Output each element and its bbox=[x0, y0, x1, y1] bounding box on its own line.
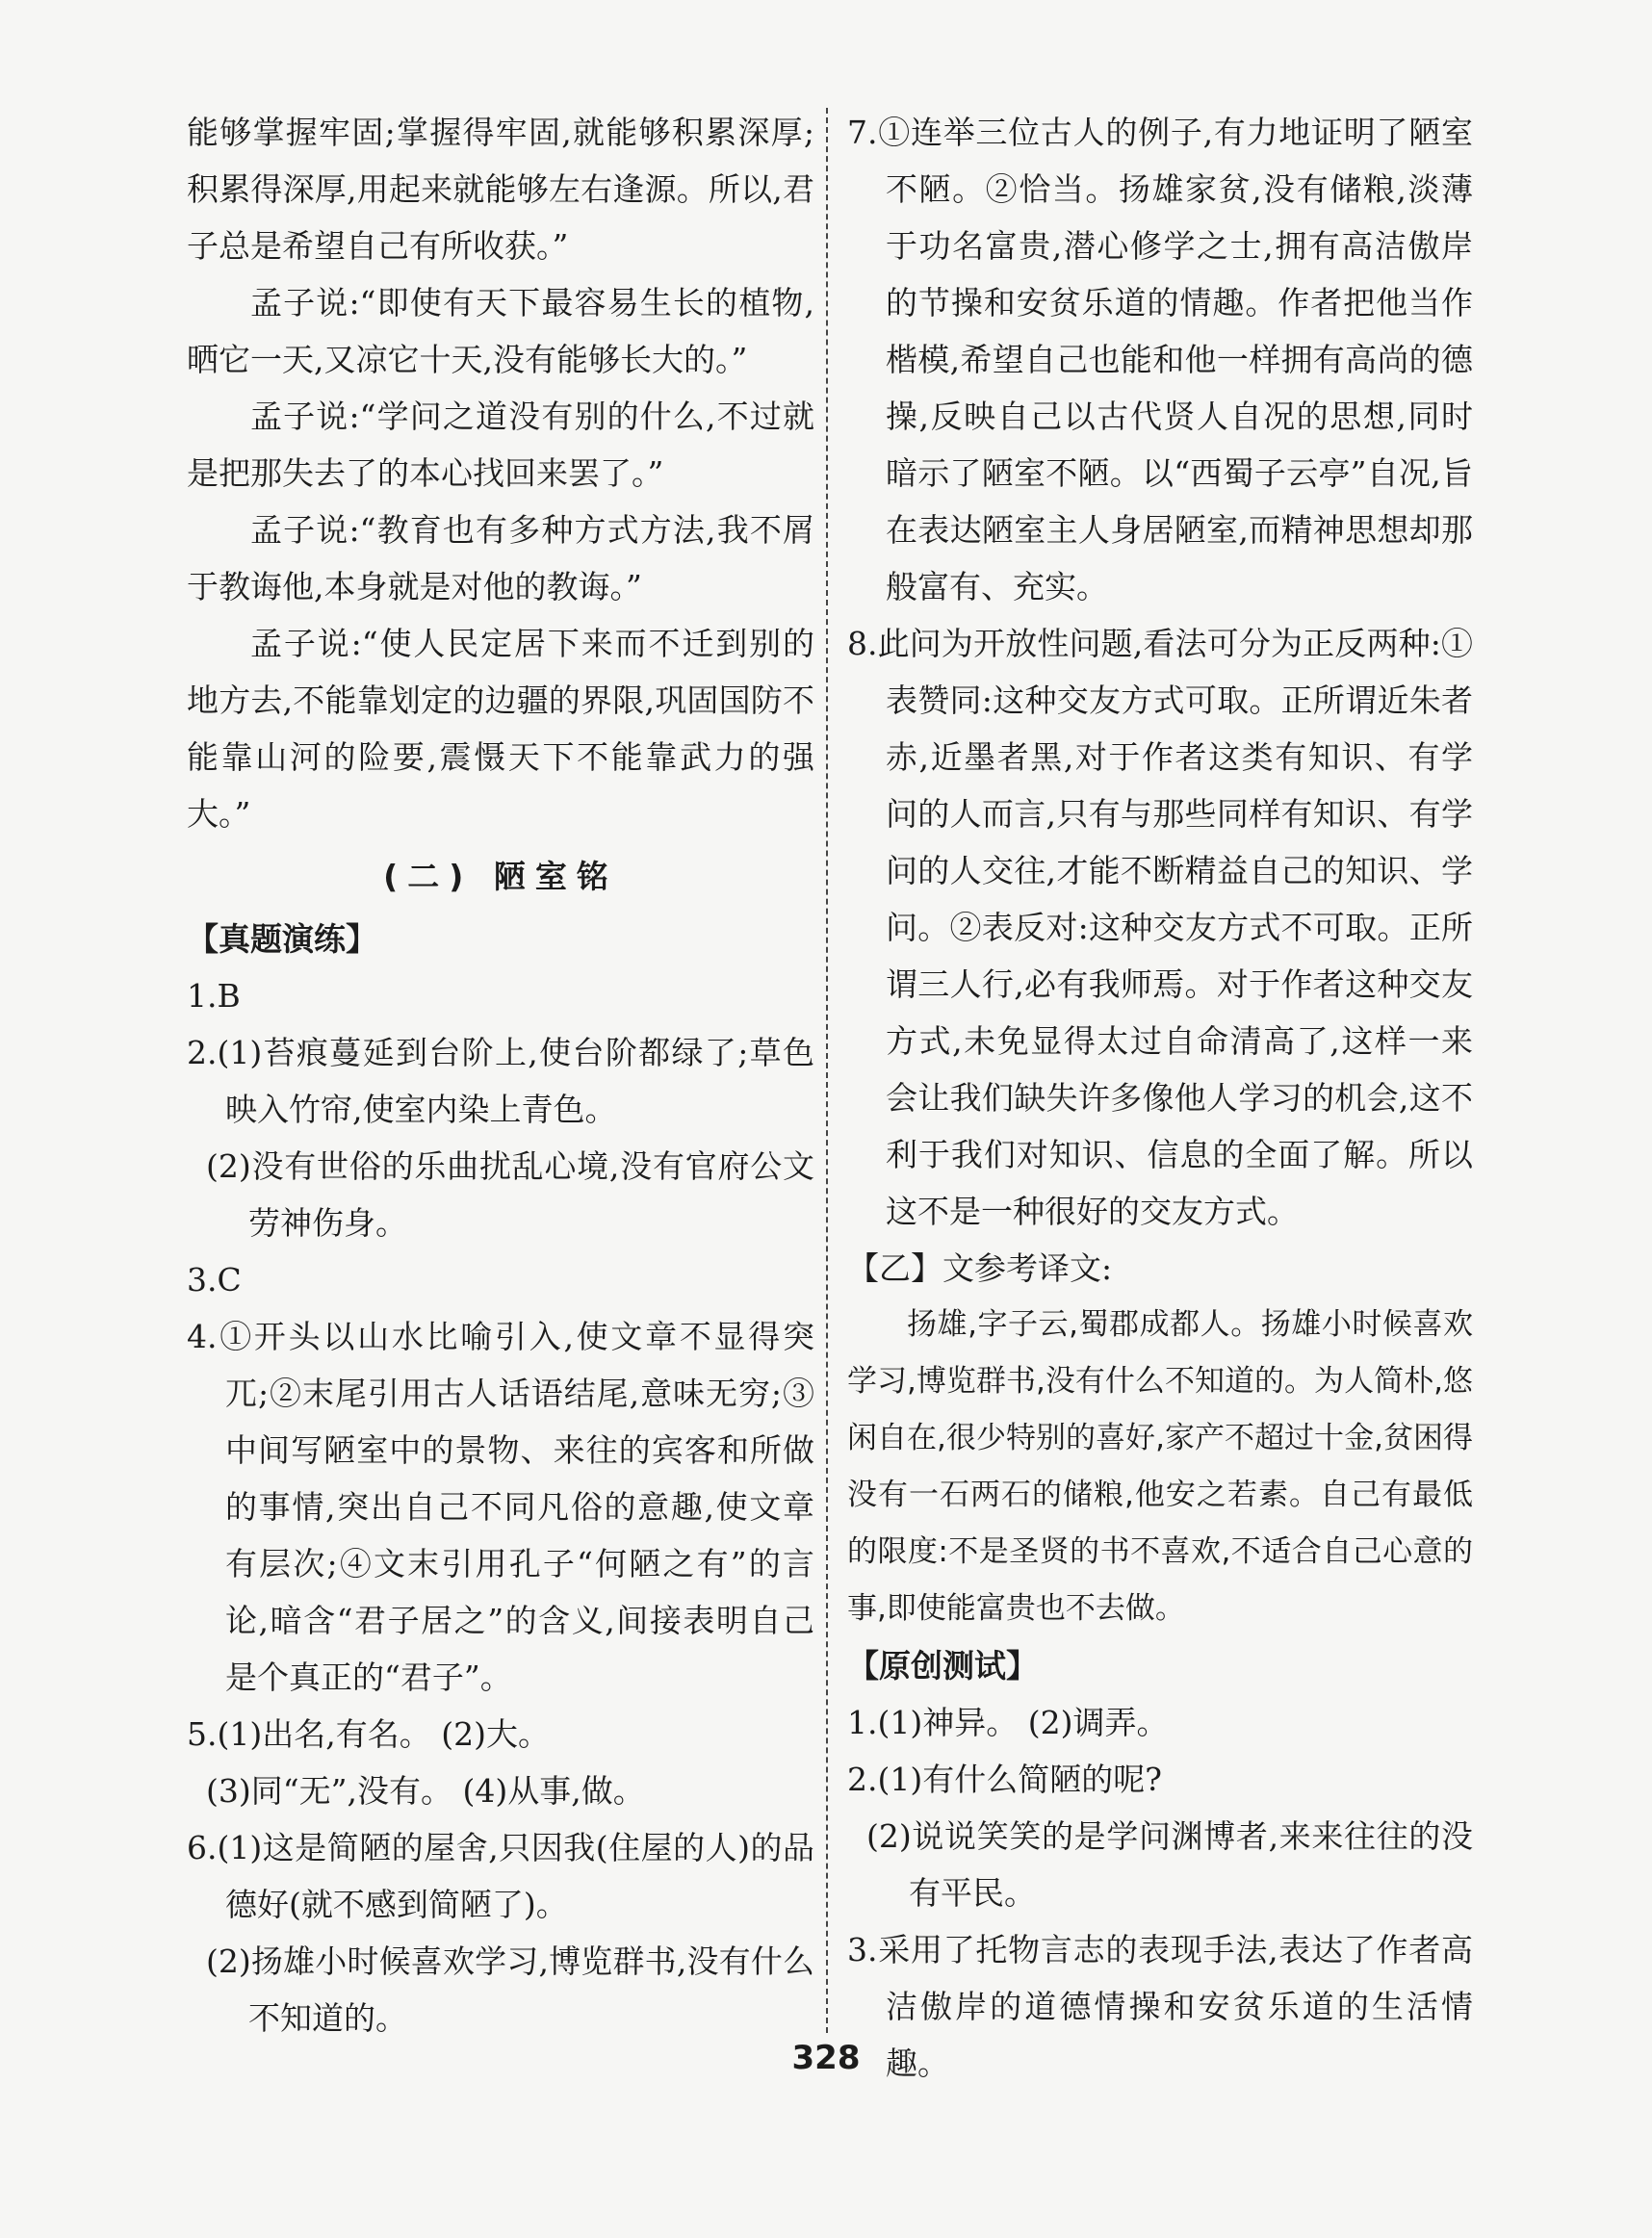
test-answer-1: 1.(1)神异。 (2)调弄。 bbox=[847, 1704, 1169, 1741]
mencius-para-4: 孟子说:“教育也有多种方式方法,我不屑于教诲他,本身就是对他的教诲。” bbox=[187, 511, 814, 605]
zhenti-heading: 【真题演练】 bbox=[187, 920, 377, 958]
test-answer-3: 3.采用了托物言志的表现手法,表达了作者高洁傲岸的道德情操和安贫乐道的生活情趣。 bbox=[847, 1931, 1473, 2082]
test-answer-2-1: 2.(1)有什么简陋的呢? bbox=[847, 1761, 1162, 1798]
left-column bbox=[187, 104, 814, 2046]
answer-2-1: 2.(1)苔痕蔓延到台阶上,使台阶都绿了;草色映入竹帘,使室内染上青色。 bbox=[187, 1034, 814, 1128]
mencius-para-1: 能够掌握牢固;掌握得牢固,就能够积累深厚;积累得深厚,用起来就能够左右逢源。所以,君子总是希望自己有所收获。” bbox=[187, 114, 814, 265]
answer-7: 7.①连举三位古人的例子,有力地证明了陋室不陋。②恰当。扬雄家贫,没有储粮,淡薄于功名富贵,潜心修学之士,拥有高洁傲岸的节操和安贫乐道的情趣。作者把他当作楷模,希望自己也能和他一样拥有高尚的德操,反映自己以古代贤人自况的思想,同时暗示了陋室不陋。以“西蜀子云亭”自况,旨在表达陋室主人身居陋室,而精神思想却那般富有、充实。 bbox=[847, 114, 1473, 605]
answer-3: 3.C bbox=[187, 1261, 242, 1299]
answer-5-line-1: 5.(1)出名,有名。 (2)大。 bbox=[187, 1715, 550, 1753]
test-answer-2-2: (2)说说笑笑的是学问渊博者,来来往往的没有平民。 bbox=[866, 1817, 1473, 1912]
answer-6-2: (2)扬雄小时候喜欢学习,博览群书,没有什么不知道的。 bbox=[206, 1942, 814, 2037]
answer-8: 8.此问为开放性问题,看法可分为正反两种:①表赞同:这种交友方式可取。正所谓近朱者赤,近墨者黑,对于作者这类有知识、有学问的人而言,只有与那些同样有知识、有学问的人交往,才能不断精益自己的知识、学问。②表反对:这种交友方式不可取。正所谓三人行,必有我师焉。对于作者这种交友方式,未免显得太过自命清高了,这样一来会让我们缺失许多像他人学习的机会,这不利于我们对知识、信息的全面了解。所以这不是一种很好的交友方式。 bbox=[847, 625, 1473, 1230]
yi-translation-heading: 【乙】文参考译文: bbox=[847, 1249, 1113, 1287]
yi-translation-text: 扬雄,字子云,蜀郡成都人。扬雄小时候喜欢学习,博览群书,没有什么不知道的。为人简朴,悠闲自在,很少特别的喜好,家产不超过十金,贫困得没有一石两石的储粮,他安之若素。自己有最低的限度:不是圣贤的书不喜欢,不适合自己心意的事,即使能富贵也不去做。 bbox=[847, 1307, 1473, 1626]
yuanchuang-heading: 【原创测试】 bbox=[847, 1647, 1038, 1685]
answer-5-line-2: (3)同“无”,没有。 (4)从事,做。 bbox=[206, 1772, 645, 1810]
column-divider bbox=[826, 108, 828, 2033]
answer-2-2: (2)没有世俗的乐曲扰乱心境,没有官府公文劳神伤身。 bbox=[206, 1147, 814, 1242]
right-column bbox=[847, 104, 1473, 2092]
mencius-para-5: 孟子说:“使人民定居下来而不迁到别的地方去,不能靠划定的边疆的界限,巩固国防不能靠山河的险要,震慑天下不能靠武力的强大。” bbox=[187, 625, 814, 833]
answer-4: 4.①开头以山水比喻引入,使文章不显得突兀;②末尾引用古人话语结尾,意味无穷;③中间写陋室中的景物、来往的宾客和所做的事情,突出自己不同凡俗的意趣,使文章有层次;④文末引用孔子“何陋之有”的言论,暗含“君子居之”的含义,间接表明自己是个真正的“君子”。 bbox=[187, 1318, 814, 1696]
mencius-para-3: 孟子说:“学问之道没有别的什么,不过就是把那失去了的本心找回来罢了。” bbox=[187, 398, 814, 492]
page-number: 328 bbox=[791, 2039, 861, 2077]
mencius-para-2: 孟子说:“即使有天下最容易生长的植物,晒它一天,又凉它十天,没有能够长大的。” bbox=[187, 284, 814, 378]
answer-6-1: 6.(1)这是简陋的屋舍,只因我(住屋的人)的品德好(就不感到简陋了)。 bbox=[187, 1829, 814, 1923]
answer-1: 1.B bbox=[187, 977, 241, 1015]
section-title: (二) 陋室铭 bbox=[383, 858, 618, 895]
